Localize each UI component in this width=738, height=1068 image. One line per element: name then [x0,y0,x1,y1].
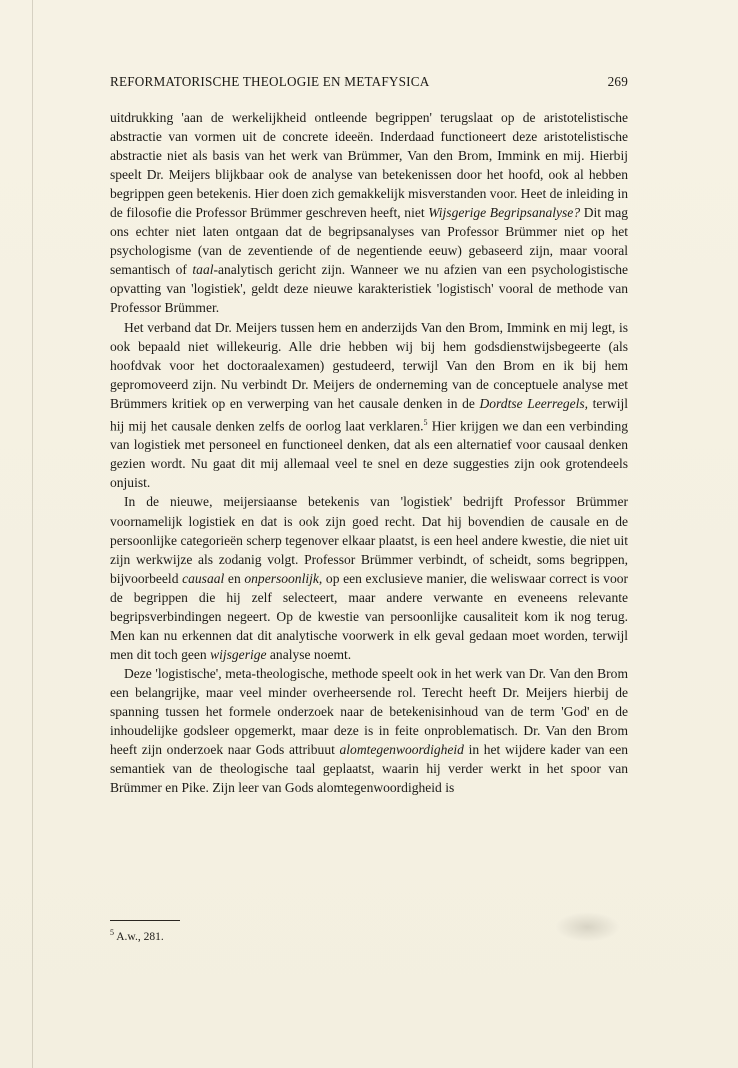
footnote-text: A.w., 281. [116,930,164,943]
paragraph [110,492,628,663]
italic-text: Wijsgerige Begripsanalyse? [428,205,581,221]
footnote-reference: 5 [423,417,428,427]
paragraph [110,108,628,318]
footnote-rule [110,920,180,921]
text-segment: analyse noemt. [266,646,352,662]
text-segment: op een exclusieve manier, die weliswaar correct is voor de begrippen die hij zelf selecteert, maar andere verwante en eveneens relevante begripsverbindingen negeert. Op de kwestie van persoonlijke causaliteit kom ik nog terug. Men kan nu erkennen dat dit analytische voorwerk in elk geval gedaan moet worden, terwijl men dit toch geen [110,570,629,662]
italic-text: causaal [182,570,225,586]
page-fold-shadow [32,0,33,1068]
scan-smudge [555,912,620,942]
text-segment: terwijl hij mij het causale denken zelfs de oorlog laat verklaren. [110,395,628,434]
italic-text: taal [192,262,214,278]
running-header [110,74,628,90]
text-segment: In de nieuwe, meijersiaanse betekenis van 'logistiek' bedrijft Professor Brümmer voornamelijk logistiek en dat is ook zijn goed recht. Dat hij bovendien de causale en de persoonlijke categorieën scherp tegenover elkaar plaatst, is een heel andere kwestie, die niet uit zijn werkwijze als zodanig volgt. Professor Brümmer verbindt, of scheidt, soms begrippen, bijvoorbeeld [110,494,628,586]
text-segment: Dit mag ons echter niet laten ontgaan dat de begripsanalyses van Professor Brümmer niet op het psychologisme (van de zeventiende of de negentiende eeuw) gebaseerd zijn, maar vooral semantisch of [110,205,628,278]
running-title: REFORMATORISCHE THEOLOGIE EN METAFYSICA [110,74,430,89]
text-segment: Het verband dat Dr. Meijers tussen hem en anderzijds Van den Brom, Immink en mij legt, is ook bepaald niet willekeurig. Alle drie hebben wij bij hem godsdienstwijsbegeerte (als hoofdvak voor het doctoraalexamen) gestudeerd, terwijl Van den Brom en ik bij hem gepromoveerd zijn. Nu verbindt Dr. Meijers de onderneming van de conceptuele analyse met Brümmers kritiek op en verwerping van het causale denken in de [110,319,628,411]
page-number: 269 [607,74,628,89]
italic-text: wijsgerige [210,646,267,662]
footnote [110,928,164,943]
italic-text: onpersoonlijk, [244,570,323,586]
footnote-marker: 5 [110,928,114,937]
italic-text: alomtegenwoordigheid [339,742,464,758]
text-segment: Deze 'logistische', meta-theologische, methode speelt ook in het werk van Dr. Van den Brom een belangrijke, maar veel minder overheersende rol. Terecht heeft Dr. Meijers hierbij de spanning tussen het formele onderzoek naar de betekenisinhoud van de term 'God' en de inhoudelijke godsleer opgemerkt, maar deze is in feite onproblematisch. Dr. Van den Brom heeft zijn onderzoek naar Gods attribuut [110,665,628,758]
text-segment: in het wijdere kader van een semantiek van de theologische taal geplaatst, waarin hij verder werkt in het spoor van Brümmer en Pike. Zijn leer van Gods alomtegenwoordigheid is [110,742,628,796]
paragraph [110,664,628,797]
text-segment: uitdrukking 'aan de werkelijkheid ontleende begrippen' terugslaat op de aristotelistische abstractie van vormen uit de concrete ideeën. Inderdaad functioneert deze aristotelistische abstractie niet als basis van het werk van Brümmer, Van den Brom, Immink en mij. Hierbij speelt Dr. Meijers blijkbaar ook de analyse van betekenissen door het hoofd, ook al hebben begrippen geen betekenis. Hier doen zich gemakkelijk misverstanden voor. Heet de inleiding in de filosofie die Professor Brümmer geschreven heeft, niet [110,110,628,221]
body-text [110,108,628,797]
text-segment: -analytisch gericht zijn. Wanneer we nu afzien van een psychologistische opvatting van 'logistiek', geldt deze nieuwe karakteristiek 'logistisch' vooral de methode van Professor Brümmer. [110,262,628,316]
italic-text: Dordtse Leerregels, [479,395,589,411]
paragraph [110,318,628,493]
text-segment: Hier krijgen we dan een verbinding van logistiek met personeel en functioneel denken, dat als een alternatief voor causaal denken gezien wordt. Nu gaat dit mij allemaal veel te snel en deze suggesties zijn ook grotendeels onjuist. [110,418,628,491]
text-segment: en [224,570,245,586]
